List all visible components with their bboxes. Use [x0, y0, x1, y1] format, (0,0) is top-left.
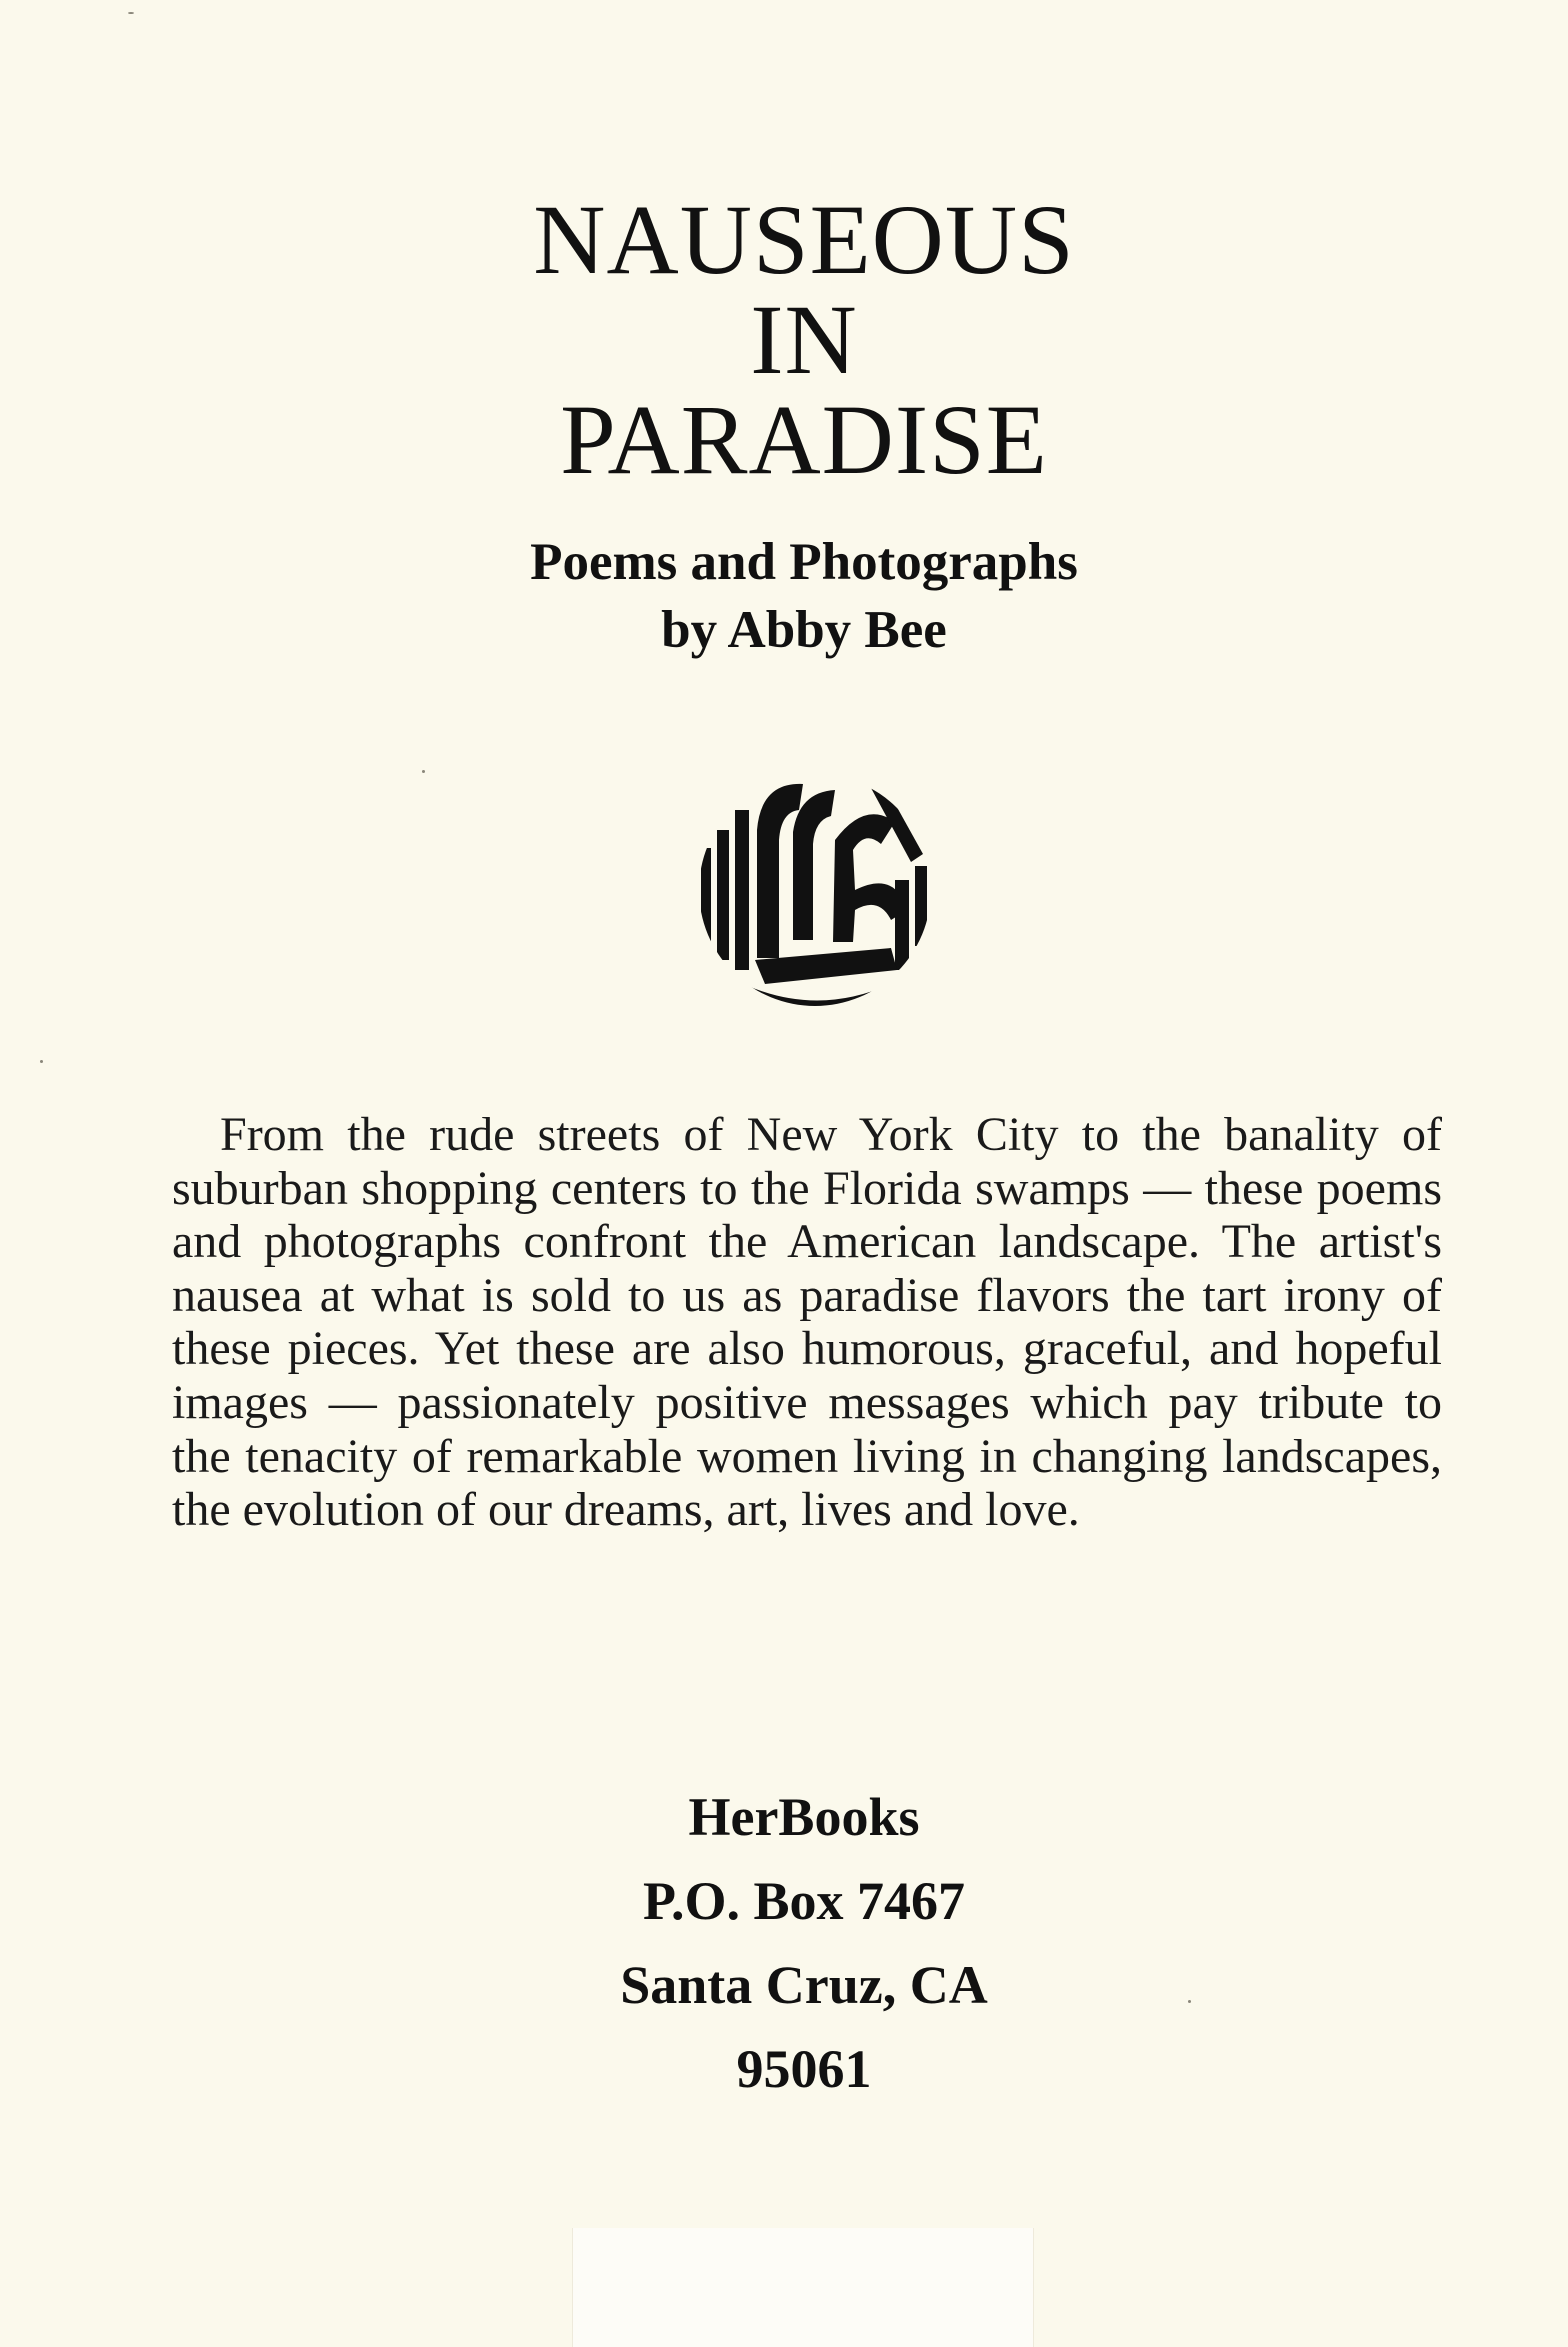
paper-speck [128, 12, 134, 14]
title-line-1: NAUSEOUS [533, 184, 1075, 295]
subtitle [0, 528, 1568, 664]
label-residue [572, 2228, 1034, 2347]
paper-speck [422, 770, 425, 773]
subtitle-line-1: Poems and Photographs [530, 533, 1078, 591]
po-box: P.O. Box 7467 [642, 1871, 966, 1931]
publisher-address [0, 1775, 1568, 2111]
herbooks-emblem-icon [695, 770, 935, 1010]
title-line-3: PARADISE [560, 384, 1048, 495]
publisher-name: HerBooks [688, 1787, 920, 1847]
paper-speck [1188, 2000, 1191, 2003]
zip-code: 95061 [736, 2039, 872, 2099]
city-state: Santa Cruz, CA [620, 1955, 988, 2015]
author-line: by Abby Bee [661, 601, 947, 659]
book-description [172, 1108, 1442, 1537]
title-line-2: IN [750, 284, 858, 395]
book-title [0, 184, 1568, 495]
paper-speck [40, 1060, 43, 1063]
description-text: From the rude streets of New York City to the banality of suburban shopping centers to the Florida swamps — these poems and photographs confront the American landscape. The artist's nausea at what is sold to us as paradise flavors the tart irony of these pieces. Yet these are also humorous, graceful, and hopeful images — passionately positive messages which pay tribute to the tenacity of remarkable women living in changing landscapes, the evolution of our dreams, art, lives and love. [172, 1108, 1442, 1537]
